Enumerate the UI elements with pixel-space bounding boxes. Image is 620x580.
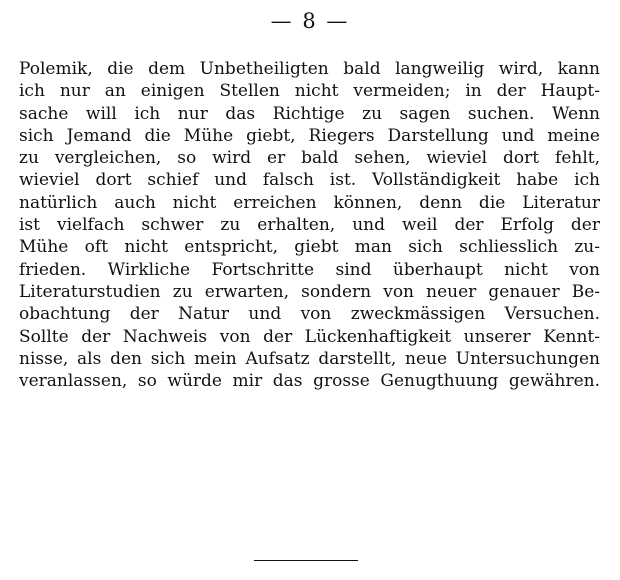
text-line: Literaturstudien zu erwarten, sondern von neuer genauer Be-	[19, 281, 600, 302]
text-line: zu vergleichen, so wird er bald sehen, wieviel dort fehlt,	[19, 148, 600, 169]
text-line: natürlich auch nicht erreichen können, denn die Literatur	[19, 192, 600, 213]
text-line: veranlassen, so würde mir das grosse Genugthuung gewähren.	[19, 371, 600, 392]
text-line: nisse, als den sich mein Aufsatz darstellt, neue Untersuchungen	[19, 348, 600, 369]
text-line: Mühe oft nicht entspricht, giebt man sich schliesslich zu-	[19, 237, 600, 258]
text-line: obachtung der Natur und von zweckmässigen Versuchen.	[19, 304, 600, 325]
page-number: — 8 —	[270, 9, 350, 33]
body-paragraph	[19, 58, 600, 392]
text-line: Sollte der Nachweis von der Lückenhaftigkeit unserer Kennt-	[19, 326, 600, 347]
footer-rule	[254, 560, 358, 561]
text-line: sich Jemand die Mühe giebt, Riegers Darstellung und meine	[19, 125, 600, 146]
text-line: ist vielfach schwer zu erhalten, und weil der Erfolg der	[19, 215, 600, 236]
text-line: ich nur an einigen Stellen nicht vermeiden; in der Haupt-	[19, 81, 600, 102]
text-line: frieden. Wirkliche Fortschritte sind überhaupt nicht von	[19, 259, 600, 280]
text-line: Polemik, die dem Unbetheiligten bald langweilig wird, kann	[19, 59, 600, 79]
text-line: sache will ich nur das Richtige zu sagen suchen. Wenn	[19, 103, 600, 124]
text-line: wieviel dort schief und falsch ist. Vollständigkeit habe ich	[19, 170, 600, 191]
